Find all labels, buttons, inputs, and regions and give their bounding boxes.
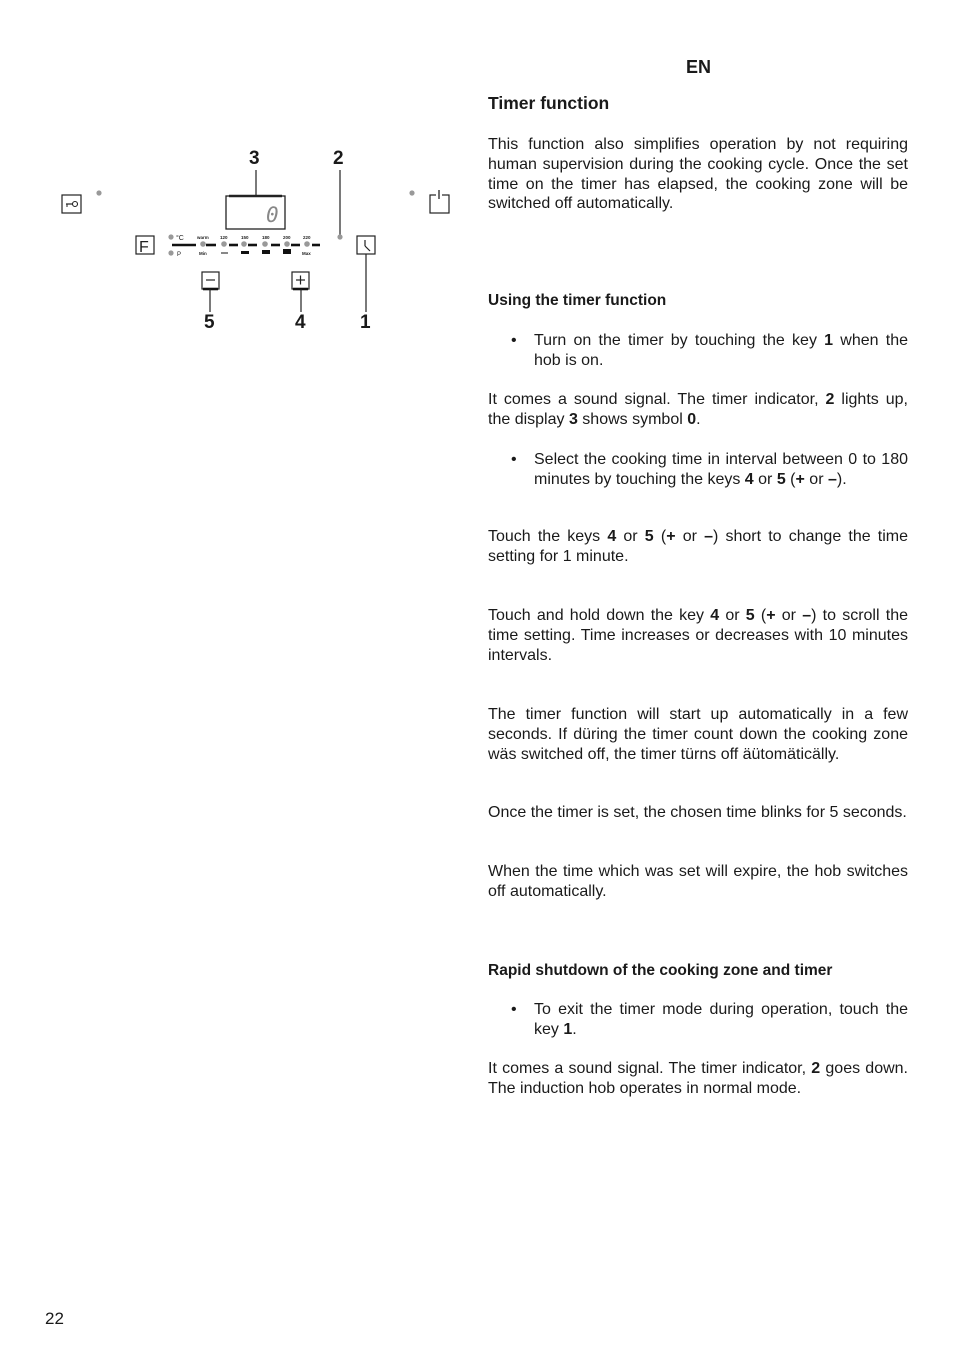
timer-indicator-dot <box>337 234 342 239</box>
celsius-label: °C <box>176 235 184 242</box>
temp-label-150: 150 <box>241 235 249 240</box>
bullet-select-time: • Select the cooking time in interval between 0 to 180 minutes by touching the keys 4 or 5 (+ or –). <box>511 451 908 488</box>
temp-label-warm: warm <box>197 235 209 240</box>
paragraph-expire: When the time which was set will expire, the hob switches off automatically. <box>488 863 908 900</box>
intro-paragraph: This function also simplifies operation by not requiring human supervision during the cooking cycle. Once the set time on the timer has elapsed, the cooking zone will be switched off automatically. <box>488 136 908 213</box>
p-label: P <box>177 252 182 258</box>
callout-4: 4 <box>295 312 306 333</box>
minus-key-icon <box>202 272 219 289</box>
paragraph-blink: Once the timer is set, the chosen time blinks for 5 seconds. <box>488 804 907 821</box>
level-label-min: Min <box>199 251 207 256</box>
control-panel-drawing <box>0 0 470 340</box>
power-level-slider <box>172 241 320 254</box>
lock-icon <box>62 195 81 213</box>
paragraph-hold-touch: Touch and hold down the key 4 or 5 (+ or –) to scroll the time setting. Time increases or decreases with 10 minutes intervals. <box>488 607 908 664</box>
paragraph-short-touch: Touch the keys 4 or 5 (+ or –) short to change the time setting for 1 minute. <box>488 528 909 565</box>
level-label-max: Max <box>302 251 311 256</box>
paragraph-auto-start: The timer function will start up automatically in a few seconds. If düring the timer count down the cooking zone wäs switched off, the timer türns off äütomäticälly. <box>488 706 908 763</box>
page-number: 22 <box>45 1309 64 1328</box>
paragraph-sound-signal: It comes a sound signal. The timer indicator, 2 lights up, the display 3 shows symbol 0. <box>488 391 909 428</box>
f-key-label: F <box>139 239 149 256</box>
temp-label-180: 180 <box>262 235 270 240</box>
callout-5: 5 <box>204 312 215 333</box>
callout-3: 3 <box>249 148 260 169</box>
display-digit: 0 <box>266 203 279 227</box>
section-title: Timer function <box>488 93 610 113</box>
celsius-indicator-dot <box>168 234 173 239</box>
callout-2: 2 <box>333 148 344 169</box>
paragraph-timer-off: It comes a sound signal. The timer indicator, 2 goes down. The induction hob operates in normal mode. <box>488 1060 909 1097</box>
control-panel-diagram <box>0 0 470 340</box>
bullet-exit-timer: • To exit the timer mode during operation, touch the key 1. <box>511 1001 908 1038</box>
temp-label-120: 120 <box>220 235 228 240</box>
clock-icon <box>357 236 375 254</box>
rapid-shutdown-heading: Rapid shutdown of the cooking zone and timer <box>488 962 833 979</box>
callout-1: 1 <box>360 312 371 333</box>
power-icon <box>430 190 449 213</box>
lock-indicator-dot <box>96 190 101 195</box>
p-indicator-dot <box>168 250 173 255</box>
using-timer-heading: Using the timer function <box>488 292 667 309</box>
temp-label-220: 220 <box>303 235 311 240</box>
power-indicator-dot <box>409 190 414 195</box>
temp-label-200: 200 <box>283 235 291 240</box>
plus-key-icon <box>292 272 309 289</box>
language-code: EN <box>686 57 712 77</box>
bullet-turn-on: • Turn on the timer by touching the key 1 when the hob is on. <box>511 332 908 369</box>
